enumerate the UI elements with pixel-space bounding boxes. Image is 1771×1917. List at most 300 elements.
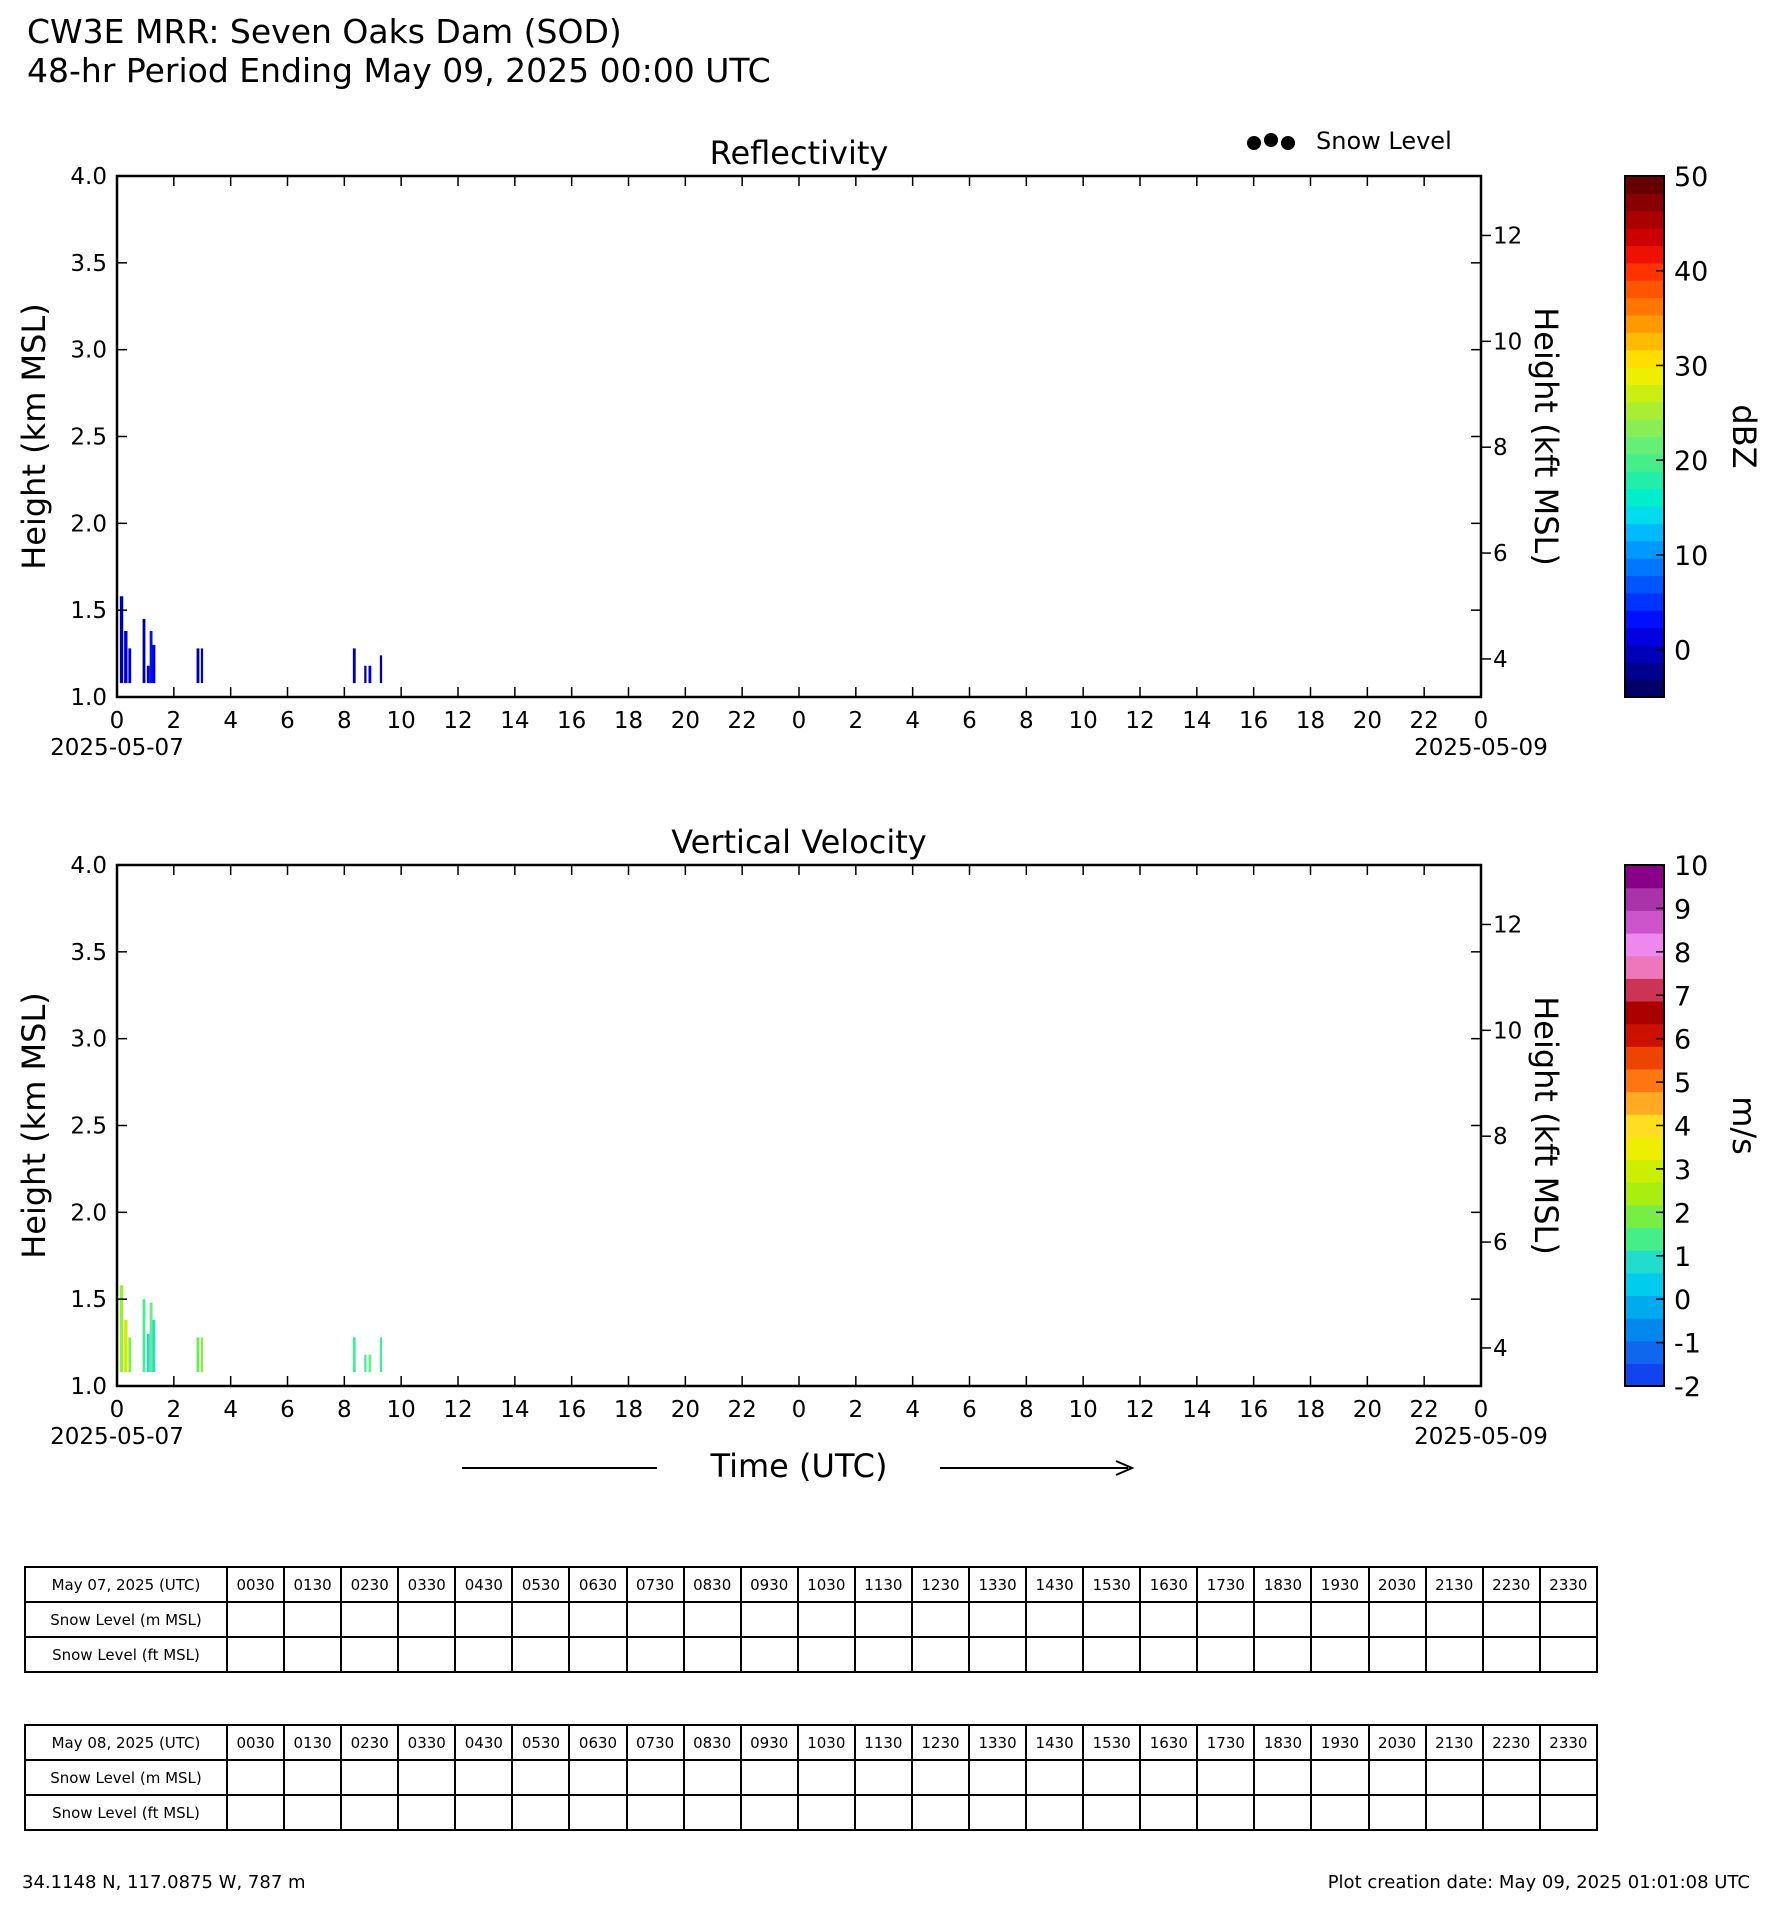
x-tick-label: 6 (280, 708, 295, 734)
table-value-cell (1083, 1637, 1140, 1672)
table-value-cell (1426, 1602, 1483, 1637)
table-value-cell (398, 1637, 455, 1672)
colorbar-segment (1625, 1092, 1664, 1115)
x-tick-label: 4 (223, 1397, 238, 1423)
data-cell (380, 655, 382, 683)
colorbar-segment (1625, 978, 1664, 1001)
table-value-cell (455, 1602, 512, 1637)
table-value-cell (798, 1760, 855, 1795)
y-right-tick-label: 12 (1493, 912, 1523, 939)
table-row (25, 1760, 1597, 1795)
table-value-cell (1026, 1637, 1083, 1672)
y-right-tick-label: 4 (1493, 1335, 1508, 1362)
table-row-label: Snow Level (m MSL) (25, 1760, 227, 1795)
table-value-cell (684, 1602, 741, 1637)
table-value-cell (1369, 1602, 1426, 1637)
colorbar-tick-label: 20 (1674, 446, 1709, 478)
colorbar-segment (1625, 662, 1664, 680)
table-time-cell: 1930 (1311, 1725, 1368, 1760)
colorbar-tick-label: 5 (1674, 1068, 1692, 1100)
colorbar-segment (1625, 263, 1664, 281)
table-value-cell (912, 1795, 969, 1830)
table-value-cell (341, 1602, 398, 1637)
colorbar-segment (1625, 1159, 1664, 1182)
table-row (25, 1637, 1597, 1672)
data-cell (147, 666, 150, 683)
data-cell (364, 666, 366, 683)
table-time-cell: 1130 (855, 1567, 912, 1602)
page-subtitle: 48-hr Period Ending May 09, 2025 00:00 UTC (27, 51, 771, 90)
table-value-cell (1140, 1795, 1197, 1830)
table-value-cell (627, 1795, 684, 1830)
legend-marker (1264, 133, 1278, 147)
legend-marker (1281, 136, 1295, 150)
x-tick-label: 12 (443, 1397, 473, 1423)
data-cell (197, 648, 200, 683)
x-tick-label: 0 (791, 1397, 807, 1423)
colorbar-segment (1625, 315, 1664, 333)
table-time-cell: 2030 (1369, 1567, 1426, 1602)
table-value-cell (1026, 1602, 1083, 1637)
data-cell (197, 1337, 200, 1372)
x-tick-label: 10 (1068, 1397, 1098, 1423)
table-value-cell (455, 1637, 512, 1672)
data-cell (353, 1337, 356, 1372)
colorbar-segment (1625, 1001, 1664, 1024)
colorbar-tick-label: 30 (1674, 351, 1709, 383)
x-tick-label: 22 (727, 1397, 757, 1423)
table-value-cell (284, 1637, 341, 1672)
y-tick-label: 2.5 (70, 424, 107, 451)
data-cell (143, 619, 146, 683)
y-right-tick-label: 6 (1493, 1230, 1508, 1257)
legend-label: Snow Level (1316, 127, 1452, 155)
table-value-cell (512, 1602, 569, 1637)
table-value-cell (398, 1760, 455, 1795)
table-value-cell (1483, 1637, 1540, 1672)
colorbar-tick-label: 1 (1674, 1241, 1692, 1273)
x-tick-label: 6 (962, 1397, 977, 1423)
colorbar-tick-label: 6 (1674, 1024, 1692, 1056)
y-tick-label: 3.5 (70, 939, 107, 966)
table-value-cell (1197, 1795, 1254, 1830)
table-value-cell (1369, 1795, 1426, 1830)
x-tick-label: 14 (1182, 1397, 1212, 1423)
table-value-cell (1140, 1760, 1197, 1795)
table-value-cell (1083, 1760, 1140, 1795)
table-value-cell (741, 1760, 798, 1795)
table-value-cell (1026, 1795, 1083, 1830)
x-tick-label: 8 (1019, 1397, 1034, 1423)
table-time-cell: 2230 (1483, 1567, 1540, 1602)
time-axis-title: Time (UTC) (710, 1447, 888, 1485)
table-time-cell: 1430 (1026, 1567, 1083, 1602)
table-value-cell (1254, 1795, 1311, 1830)
data-cell (147, 1334, 150, 1372)
colorbar-tick-label: 8 (1674, 937, 1692, 969)
colorbar-tick-label: 50 (1674, 162, 1709, 193)
x-tick-label: 18 (613, 1397, 644, 1423)
table-value-cell (1254, 1760, 1311, 1795)
colorbar-segment (1625, 298, 1664, 316)
x-tick-label: 20 (1352, 1397, 1382, 1423)
colorbar-segment (1625, 1227, 1664, 1250)
colorbar-segment (1625, 489, 1664, 507)
colorbar-tick-label: 3 (1674, 1154, 1692, 1186)
y-axis-label-right: Height (kft MSL) (1527, 996, 1565, 1255)
table-time-cell: 2330 (1540, 1567, 1597, 1602)
table-value-cell (455, 1795, 512, 1830)
table-value-cell (627, 1602, 684, 1637)
data-cell (153, 1320, 156, 1372)
table-value-cell (741, 1795, 798, 1830)
table-row-label: Snow Level (ft MSL) (25, 1795, 227, 1830)
table-value-cell (855, 1602, 912, 1637)
x-tick-label: 2 (848, 708, 864, 734)
table-time-cell: 1030 (798, 1725, 855, 1760)
colorbar-segment (1625, 332, 1664, 350)
x-tick-label: 18 (1295, 1397, 1326, 1423)
colorbar-segment (1625, 1273, 1664, 1296)
table-row-label: Snow Level (ft MSL) (25, 1637, 227, 1672)
y-axis-label: Height (km MSL) (15, 303, 53, 570)
table-value-cell (627, 1637, 684, 1672)
table-value-cell (1140, 1602, 1197, 1637)
colorbar-segment (1625, 454, 1664, 472)
table-value-cell (798, 1795, 855, 1830)
colorbar-segment (1625, 523, 1664, 541)
table-time-cell: 0430 (455, 1725, 512, 1760)
table-value-cell (512, 1795, 569, 1830)
y-right-tick-label: 10 (1493, 1018, 1523, 1045)
colorbar-segment (1625, 1341, 1664, 1364)
table-value-cell (284, 1602, 341, 1637)
table-value-cell (455, 1760, 512, 1795)
snow-level-table-may08 (24, 1724, 1598, 1831)
data-cell (368, 666, 371, 683)
table-time-cell: 1230 (912, 1725, 969, 1760)
table-value-cell (798, 1602, 855, 1637)
table-time-cell: 1930 (1311, 1567, 1368, 1602)
colorbar-tick-label: 9 (1674, 894, 1692, 926)
colorbar-tick-label: 40 (1674, 256, 1709, 288)
table-value-cell (1426, 1760, 1483, 1795)
table-value-cell (855, 1795, 912, 1830)
table-value-cell (1083, 1795, 1140, 1830)
data-cell (201, 1337, 203, 1372)
table-value-cell (512, 1637, 569, 1672)
table-time-cell: 2130 (1426, 1725, 1483, 1760)
table-time-cell: 2230 (1483, 1725, 1540, 1760)
table-value-cell (684, 1795, 741, 1830)
data-cell (368, 1355, 371, 1372)
x-tick-label: 0 (109, 1397, 125, 1423)
data-cell (380, 1337, 382, 1372)
colorbar-segment (1625, 176, 1664, 194)
table-value-cell (969, 1760, 1026, 1795)
plot-frame (117, 176, 1481, 697)
table-value-cell (855, 1637, 912, 1672)
colorbar-segment (1625, 1363, 1664, 1386)
x-tick-label: 8 (1019, 708, 1034, 734)
table-value-cell (227, 1795, 284, 1830)
x-tick-label: 18 (1295, 708, 1326, 734)
table-time-cell: 0130 (284, 1725, 341, 1760)
x-tick-label: 4 (905, 1397, 920, 1423)
table-time-cell: 1530 (1083, 1567, 1140, 1602)
time-axis-label (462, 1447, 1132, 1485)
colorbar-segment (1625, 680, 1664, 698)
table-value-cell (1311, 1602, 1368, 1637)
table-value-cell (1369, 1637, 1426, 1672)
colorbar-segment (1625, 384, 1664, 402)
data-cell (353, 648, 356, 683)
table-time-cell: 1730 (1197, 1567, 1254, 1602)
date-end-label: 2025-05-09 (1414, 1424, 1548, 1450)
table-time-cell: 1030 (798, 1567, 855, 1602)
table-time-cell: 0930 (741, 1567, 798, 1602)
colorbar-segment (1625, 933, 1664, 956)
colorbar-label: dBZ (1725, 404, 1763, 469)
table-value-cell (684, 1760, 741, 1795)
station-location: 34.1148 N, 117.0875 W, 787 m (22, 1872, 306, 1893)
table-time-cell: 0730 (627, 1567, 684, 1602)
x-tick-label: 16 (1239, 708, 1269, 734)
data-cell (150, 1303, 153, 1372)
table-value-cell (1369, 1760, 1426, 1795)
y-tick-label: 3.0 (70, 1026, 107, 1053)
table-value-cell (912, 1637, 969, 1672)
y-tick-label: 2.0 (70, 511, 107, 538)
table-value-cell (1426, 1637, 1483, 1672)
table-time-cell: 1330 (969, 1567, 1026, 1602)
colorbar-tick-label: 7 (1674, 981, 1692, 1013)
date-start-label: 2025-05-07 (50, 1424, 184, 1450)
colorbar-segment (1625, 1069, 1664, 1092)
table-time-cell: 1730 (1197, 1725, 1254, 1760)
colorbar-segment (1625, 558, 1664, 576)
table-time-cell: 0230 (341, 1567, 398, 1602)
table-time-cell: 2330 (1540, 1725, 1597, 1760)
x-tick-label: 18 (613, 708, 644, 734)
colorbar-segment (1625, 506, 1664, 524)
chart-panel-1 (15, 134, 1763, 761)
table-value-cell (1197, 1637, 1254, 1672)
colorbar-segment (1625, 211, 1664, 229)
colorbar-segment (1625, 888, 1664, 911)
x-tick-label: 12 (443, 708, 473, 734)
colorbar-segment (1625, 628, 1664, 646)
colorbar-segment (1625, 541, 1664, 559)
table-value-cell (969, 1602, 1026, 1637)
table-value-cell (1483, 1760, 1540, 1795)
table-time-cell: 0630 (569, 1567, 626, 1602)
colorbar-tick-label: 10 (1674, 851, 1709, 882)
y-axis-label: Height (km MSL) (15, 992, 53, 1259)
x-tick-label: 4 (905, 708, 920, 734)
table-time-cell: 1830 (1254, 1725, 1311, 1760)
table-value-cell (1197, 1760, 1254, 1795)
table-value-cell (1311, 1637, 1368, 1672)
table-value-cell (341, 1760, 398, 1795)
table-time-cell: 0430 (455, 1567, 512, 1602)
table-value-cell (627, 1760, 684, 1795)
table-time-cell: 0530 (512, 1567, 569, 1602)
x-tick-label: 14 (1182, 708, 1212, 734)
colorbar-segment (1625, 1024, 1664, 1047)
y-right-tick-label: 8 (1493, 1124, 1508, 1151)
data-cell (143, 1299, 146, 1372)
x-tick-label: 10 (386, 708, 416, 734)
date-end-label: 2025-05-09 (1414, 735, 1548, 761)
y-tick-label: 1.5 (70, 598, 107, 625)
x-tick-label: 6 (962, 708, 977, 734)
data-cell (364, 1355, 366, 1372)
x-tick-label: 8 (337, 708, 352, 734)
table-value-cell (1197, 1602, 1254, 1637)
x-tick-label: 16 (557, 1397, 587, 1423)
table-value-cell (569, 1637, 626, 1672)
y-tick-label: 1.5 (70, 1287, 107, 1314)
x-tick-label: 20 (670, 1397, 700, 1423)
table-value-cell (912, 1760, 969, 1795)
x-tick-label: 20 (1352, 708, 1382, 734)
table-value-cell (284, 1760, 341, 1795)
y-tick-label: 4.0 (70, 164, 107, 190)
table-value-cell (1254, 1637, 1311, 1672)
table-value-cell (284, 1795, 341, 1830)
snow-level-table-may07 (24, 1566, 1598, 1673)
legend-marker (1247, 136, 1261, 150)
table-row (25, 1602, 1597, 1637)
x-tick-label: 2 (166, 1397, 182, 1423)
plot-creation-date: Plot creation date: May 09, 2025 01:01:08 UTC (1327, 1872, 1750, 1893)
table-value-cell (227, 1602, 284, 1637)
table-time-cell: 0330 (398, 1567, 455, 1602)
table-time-cell: 1430 (1026, 1725, 1083, 1760)
data-cell (120, 1285, 123, 1372)
colorbar-segment (1625, 865, 1664, 888)
x-tick-label: 12 (1125, 708, 1155, 734)
y-tick-label: 3.0 (70, 337, 107, 364)
table-time-cell: 0530 (512, 1725, 569, 1760)
data-cell (201, 648, 203, 683)
table-value-cell (341, 1795, 398, 1830)
colorbar-segment (1625, 1182, 1664, 1205)
table-time-cell: 0930 (741, 1725, 798, 1760)
colorbar-segment (1625, 1250, 1664, 1273)
colorbar-segment (1625, 367, 1664, 385)
colorbar-tick-label: 0 (1674, 1285, 1692, 1317)
colorbar-segment (1625, 593, 1664, 611)
data-cell (120, 596, 123, 683)
x-tick-label: 22 (1409, 1397, 1439, 1423)
colorbar-segment (1625, 471, 1664, 489)
table-value-cell (1540, 1602, 1597, 1637)
y-right-tick-label: 10 (1493, 329, 1523, 356)
x-tick-label: 2 (166, 708, 182, 734)
colorbar-tick-label: 10 (1674, 540, 1709, 572)
table-value-cell (741, 1602, 798, 1637)
colorbar-segment (1625, 193, 1664, 211)
table-time-cell: 0230 (341, 1725, 398, 1760)
x-tick-label: 22 (727, 708, 757, 734)
colorbar-segment (1625, 245, 1664, 263)
colorbar-segment (1625, 910, 1664, 933)
x-tick-label: 16 (1239, 1397, 1269, 1423)
colorbar-label: m/s (1725, 1096, 1763, 1155)
page-title: CW3E MRR: Seven Oaks Dam (SOD) (27, 12, 622, 51)
chart-title: Vertical Velocity (671, 823, 927, 861)
table-value-cell (741, 1637, 798, 1672)
x-tick-label: 0 (791, 708, 807, 734)
x-tick-label: 6 (280, 1397, 295, 1423)
table-value-cell (969, 1637, 1026, 1672)
data-cell (124, 631, 127, 683)
table-value-cell (1026, 1760, 1083, 1795)
table-date-label: May 07, 2025 (UTC) (25, 1567, 227, 1602)
table-value-cell (1540, 1637, 1597, 1672)
x-tick-label: 22 (1409, 708, 1439, 734)
data-cell (128, 1337, 131, 1372)
x-tick-label: 14 (500, 1397, 530, 1423)
table-time-cell: 0330 (398, 1725, 455, 1760)
table-value-cell (1426, 1795, 1483, 1830)
table-value-cell (1483, 1795, 1540, 1830)
table-time-cell: 0130 (284, 1567, 341, 1602)
table-value-cell (1311, 1795, 1368, 1830)
table-value-cell (969, 1795, 1026, 1830)
table-value-cell (684, 1637, 741, 1672)
colorbar-segment (1625, 1318, 1664, 1341)
table-value-cell (341, 1637, 398, 1672)
table-header-row (25, 1567, 1597, 1602)
table-value-cell (912, 1602, 969, 1637)
table-time-cell: 0030 (227, 1567, 284, 1602)
x-tick-label: 14 (500, 708, 530, 734)
table-row-label: Snow Level (m MSL) (25, 1602, 227, 1637)
table-time-cell: 1230 (912, 1567, 969, 1602)
table-value-cell (227, 1760, 284, 1795)
table-time-cell: 0830 (684, 1725, 741, 1760)
table-value-cell (1540, 1795, 1597, 1830)
colorbar-segment (1625, 228, 1664, 246)
y-right-tick-label: 4 (1493, 646, 1508, 673)
colorbar-segment (1625, 645, 1664, 663)
table-time-cell: 1330 (969, 1725, 1026, 1760)
colorbar-segment (1625, 437, 1664, 455)
x-tick-label: 10 (1068, 708, 1098, 734)
table-time-cell: 2030 (1369, 1725, 1426, 1760)
table-time-cell: 0830 (684, 1567, 741, 1602)
table-value-cell (1140, 1637, 1197, 1672)
colorbar-segment (1625, 1205, 1664, 1228)
x-tick-label: 10 (386, 1397, 416, 1423)
table-value-cell (569, 1602, 626, 1637)
data-cell (150, 631, 153, 683)
table-date-label: May 08, 2025 (UTC) (25, 1725, 227, 1760)
table-value-cell (1483, 1602, 1540, 1637)
x-tick-label: 0 (1473, 1397, 1489, 1423)
table-time-cell: 1130 (855, 1725, 912, 1760)
table-time-cell: 1630 (1140, 1725, 1197, 1760)
y-tick-label: 1.0 (70, 1374, 107, 1400)
table-value-cell (1083, 1602, 1140, 1637)
table-value-cell (512, 1760, 569, 1795)
colorbar-tick-label: 2 (1674, 1198, 1692, 1230)
colorbar-tick-label: -1 (1674, 1328, 1701, 1360)
table-value-cell (569, 1795, 626, 1830)
